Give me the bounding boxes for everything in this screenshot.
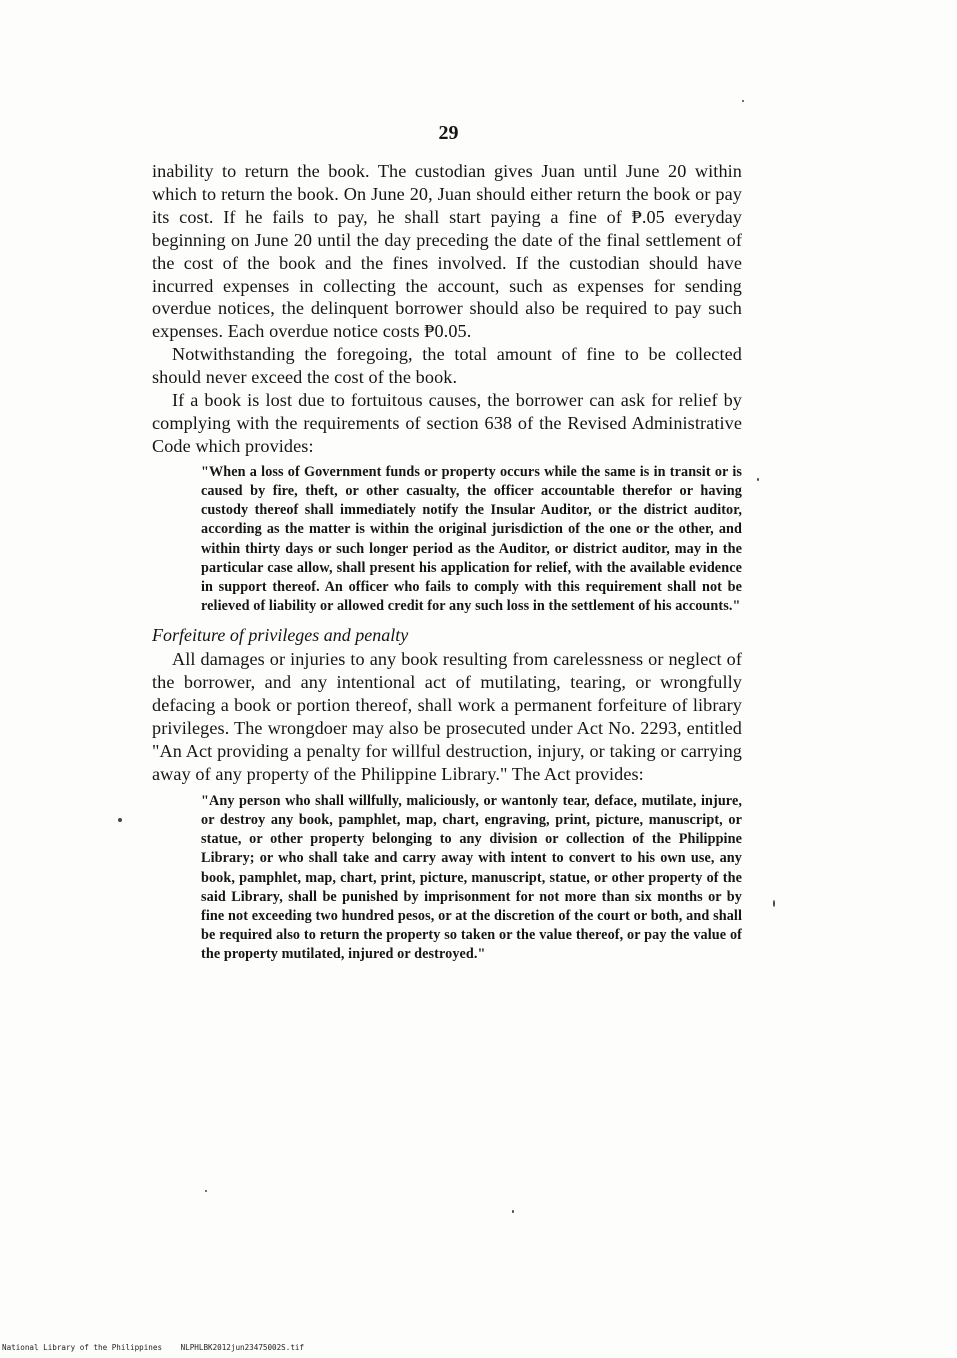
footer-file-id: NLPHLBK2012jun23475002S.tif (180, 1343, 305, 1352)
text-column (152, 160, 742, 965)
paragraph-continuation: inability to return the book. The custodian gives Juan until June 20 within which to return the book. On June 20, Juan should either return the book or pay its cost. If he fails to pay, he shall start paying a fine of ₱.05 everyday beginning on June 20 until the day preceding the date of the final settlement of the cost of the book and the fines involved. If the custodian should have incurred expenses in collecting the account, such as expenses for sending overdue notices, the delinquent borrower should also be required to pay such expenses. Each overdue notice costs ₱0.05. (152, 161, 742, 342)
section-heading: Forfeiture of privileges and penalty (152, 625, 409, 646)
quote-section-638: "When a loss of Government funds or property occurs while the same is in transit or is caused by fire, theft, or other casualty, the officer accountable therefor or having custody thereof shall immediately notify the Insular Auditor, or the district auditor, according as the matter is within the original jurisdiction of the one or the other, and within thirty days or such longer period as the Auditor, or district auditor, may in the particular case allow, shall present his application for relief, with the available evidence in support thereof. An officer who fails to comply with this requirement shall not be relieved of liability or allowed credit for any such loss in the settlement of his accounts." (201, 463, 742, 615)
paragraph-forfeiture: All damages or injuries to any book resulting from carelessness or neglect of the borrower, and any intentional act of mutilating, tearing, or wrongfully defacing a book or portion thereof, shall work a permanent forfeiture of library privileges. The wrongdoer may also be prosecuted under Act No. 2293, entitled "An Act providing a penalty for willful destruction, injury, or taking or carrying away of any property of the Philippine Library." The Act provides: (152, 649, 742, 784)
scan-speck (742, 100, 744, 102)
scan-speck (118, 818, 122, 822)
scan-speck (773, 900, 775, 907)
paragraph-fine-limit: Notwithstanding the foregoing, the total amount of fine to be collected should never exceed the cost of the book. (152, 344, 742, 388)
scan-speck (757, 478, 759, 481)
page-number: 29 (438, 122, 459, 144)
footer-library: National Library of the Philippines (2, 1343, 163, 1352)
quote-act-2293: "Any person who shall willfully, maliciously, or wantonly tear, deface, mutilate, injure, or destroy any book, pamphlet, map, chart, engraving, print, picture, manuscript, or statue, or other property belonging to any division or collection of the Philippine Library; or who shall take and carry away with intent to convert to his own use, any book, pamphlet, map, chart, print, picture, manuscript, statue, or other property of the said Library, shall be punished by imprisonment for not more than six months or by fine not exceeding two hundred pesos, or at the discretion of the court or both, and shall be required also to return the property so taken or the value thereof, or pay the value of the property mutilated, injured or destroyed." (201, 792, 742, 963)
paragraph-relief: If a book is lost due to fortuitous causes, the borrower can ask for relief by complying with the requirements of section 638 of the Revised Administrative Code which provides: (152, 390, 742, 456)
scan-speck (205, 1190, 207, 1192)
scan-footer (2, 1343, 304, 1352)
scan-speck (512, 1210, 514, 1213)
